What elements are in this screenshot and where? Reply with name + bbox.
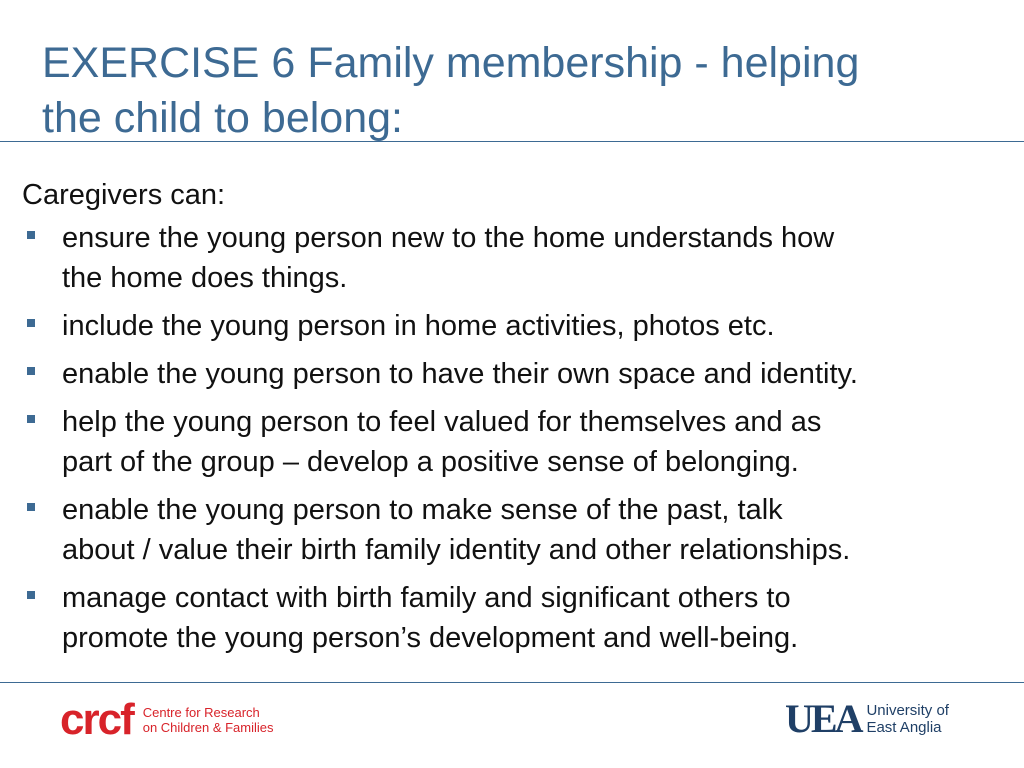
list-item	[22, 354, 1012, 394]
title-divider	[0, 141, 1024, 142]
crcf-logo-mark: crcf	[60, 695, 133, 744]
slide-title	[42, 36, 1002, 146]
bullet-line-2: promote the young person’s development and well-being.	[62, 622, 799, 654]
bullet-line-2: the home does things.	[62, 262, 348, 294]
bullet-line-1: manage contact with birth family and significant others to	[62, 582, 791, 614]
title-line-2: the child to belong:	[42, 94, 403, 142]
title-main: Family membership - helping	[307, 39, 860, 87]
square-bullet-icon	[27, 503, 35, 511]
list-item	[22, 578, 1012, 658]
bullet-list	[22, 218, 1012, 658]
title-line-1	[42, 36, 1002, 91]
list-item	[22, 490, 1012, 570]
bullet-line-1: include the young person in home activities, photos etc.	[62, 310, 775, 342]
bullet-line-1: enable the young person to make sense of the past, talk	[62, 494, 783, 526]
bullet-line-2: part of the group – develop a positive sense of belonging.	[62, 446, 799, 478]
list-item	[22, 306, 1012, 346]
title-prefix: EXERCISE 6	[42, 39, 296, 87]
crcf-logo-line-1: Centre for Research	[142, 705, 260, 720]
uea-logo-line-1: University of	[866, 702, 949, 719]
crcf-logo-line-2: on Children & Families	[142, 720, 274, 735]
uea-logo	[785, 698, 949, 740]
bullet-line-1: help the young person to feel valued for themselves and as	[62, 406, 822, 438]
uea-logo-text	[866, 702, 949, 736]
intro-text: Caregivers can:	[22, 179, 226, 211]
square-bullet-icon	[27, 415, 35, 423]
list-item	[22, 218, 1012, 298]
list-item	[22, 402, 1012, 482]
crcf-logo-text	[143, 705, 274, 735]
square-bullet-icon	[27, 231, 35, 239]
bullet-line-2: about / value their birth family identity and other relationships.	[62, 534, 851, 566]
square-bullet-icon	[27, 367, 35, 375]
bullet-line-1: enable the young person to have their own space and identity.	[62, 358, 858, 390]
square-bullet-icon	[27, 319, 35, 327]
square-bullet-icon	[27, 591, 35, 599]
uea-logo-line-2: East Anglia	[866, 719, 942, 736]
slide-body	[22, 176, 1012, 666]
footer-divider	[0, 682, 1024, 683]
uea-logo-mark: UEA	[785, 696, 861, 741]
bullet-line-1: ensure the young person new to the home understands how	[62, 222, 835, 254]
crcf-logo	[60, 695, 274, 744]
